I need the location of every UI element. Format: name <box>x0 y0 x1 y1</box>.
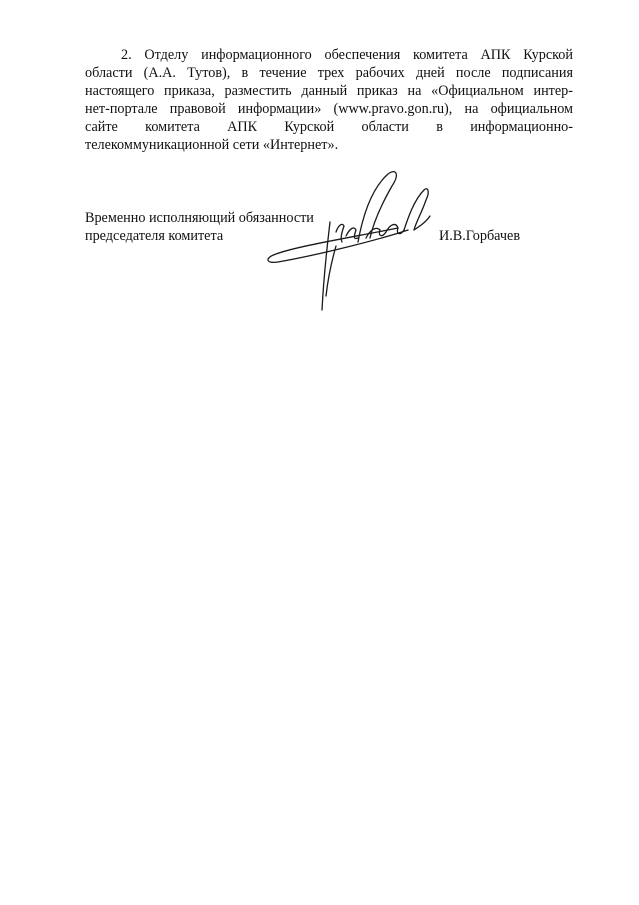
paragraph-line-3: настоящего приказа, разместить данный приказ на «Официальном интер- <box>85 83 573 99</box>
paragraph-line-6: телекоммуникационной сети «Интернет». <box>85 137 339 153</box>
signatory-position-line-1: Временно исполняющий обязанности <box>85 210 314 226</box>
paragraph-line-4: нет-портале правовой информации» (www.pravo.gon.ru), на официальном <box>85 101 573 117</box>
paragraph-line-1: 2. Отделу информационного обеспечения комитета АПК Курской <box>121 47 573 63</box>
signatory-position-line-2: председателя комитета <box>85 228 224 244</box>
signatory-name: И.В.Горбачев <box>439 228 521 244</box>
paragraph-line-5: сайте комитета АПК Курской области в информационно- <box>85 119 573 135</box>
handwritten-signature <box>258 160 488 320</box>
paragraph-line-2: области (А.А. Тутов), в течение трех рабочих дней после подписания <box>85 65 573 81</box>
